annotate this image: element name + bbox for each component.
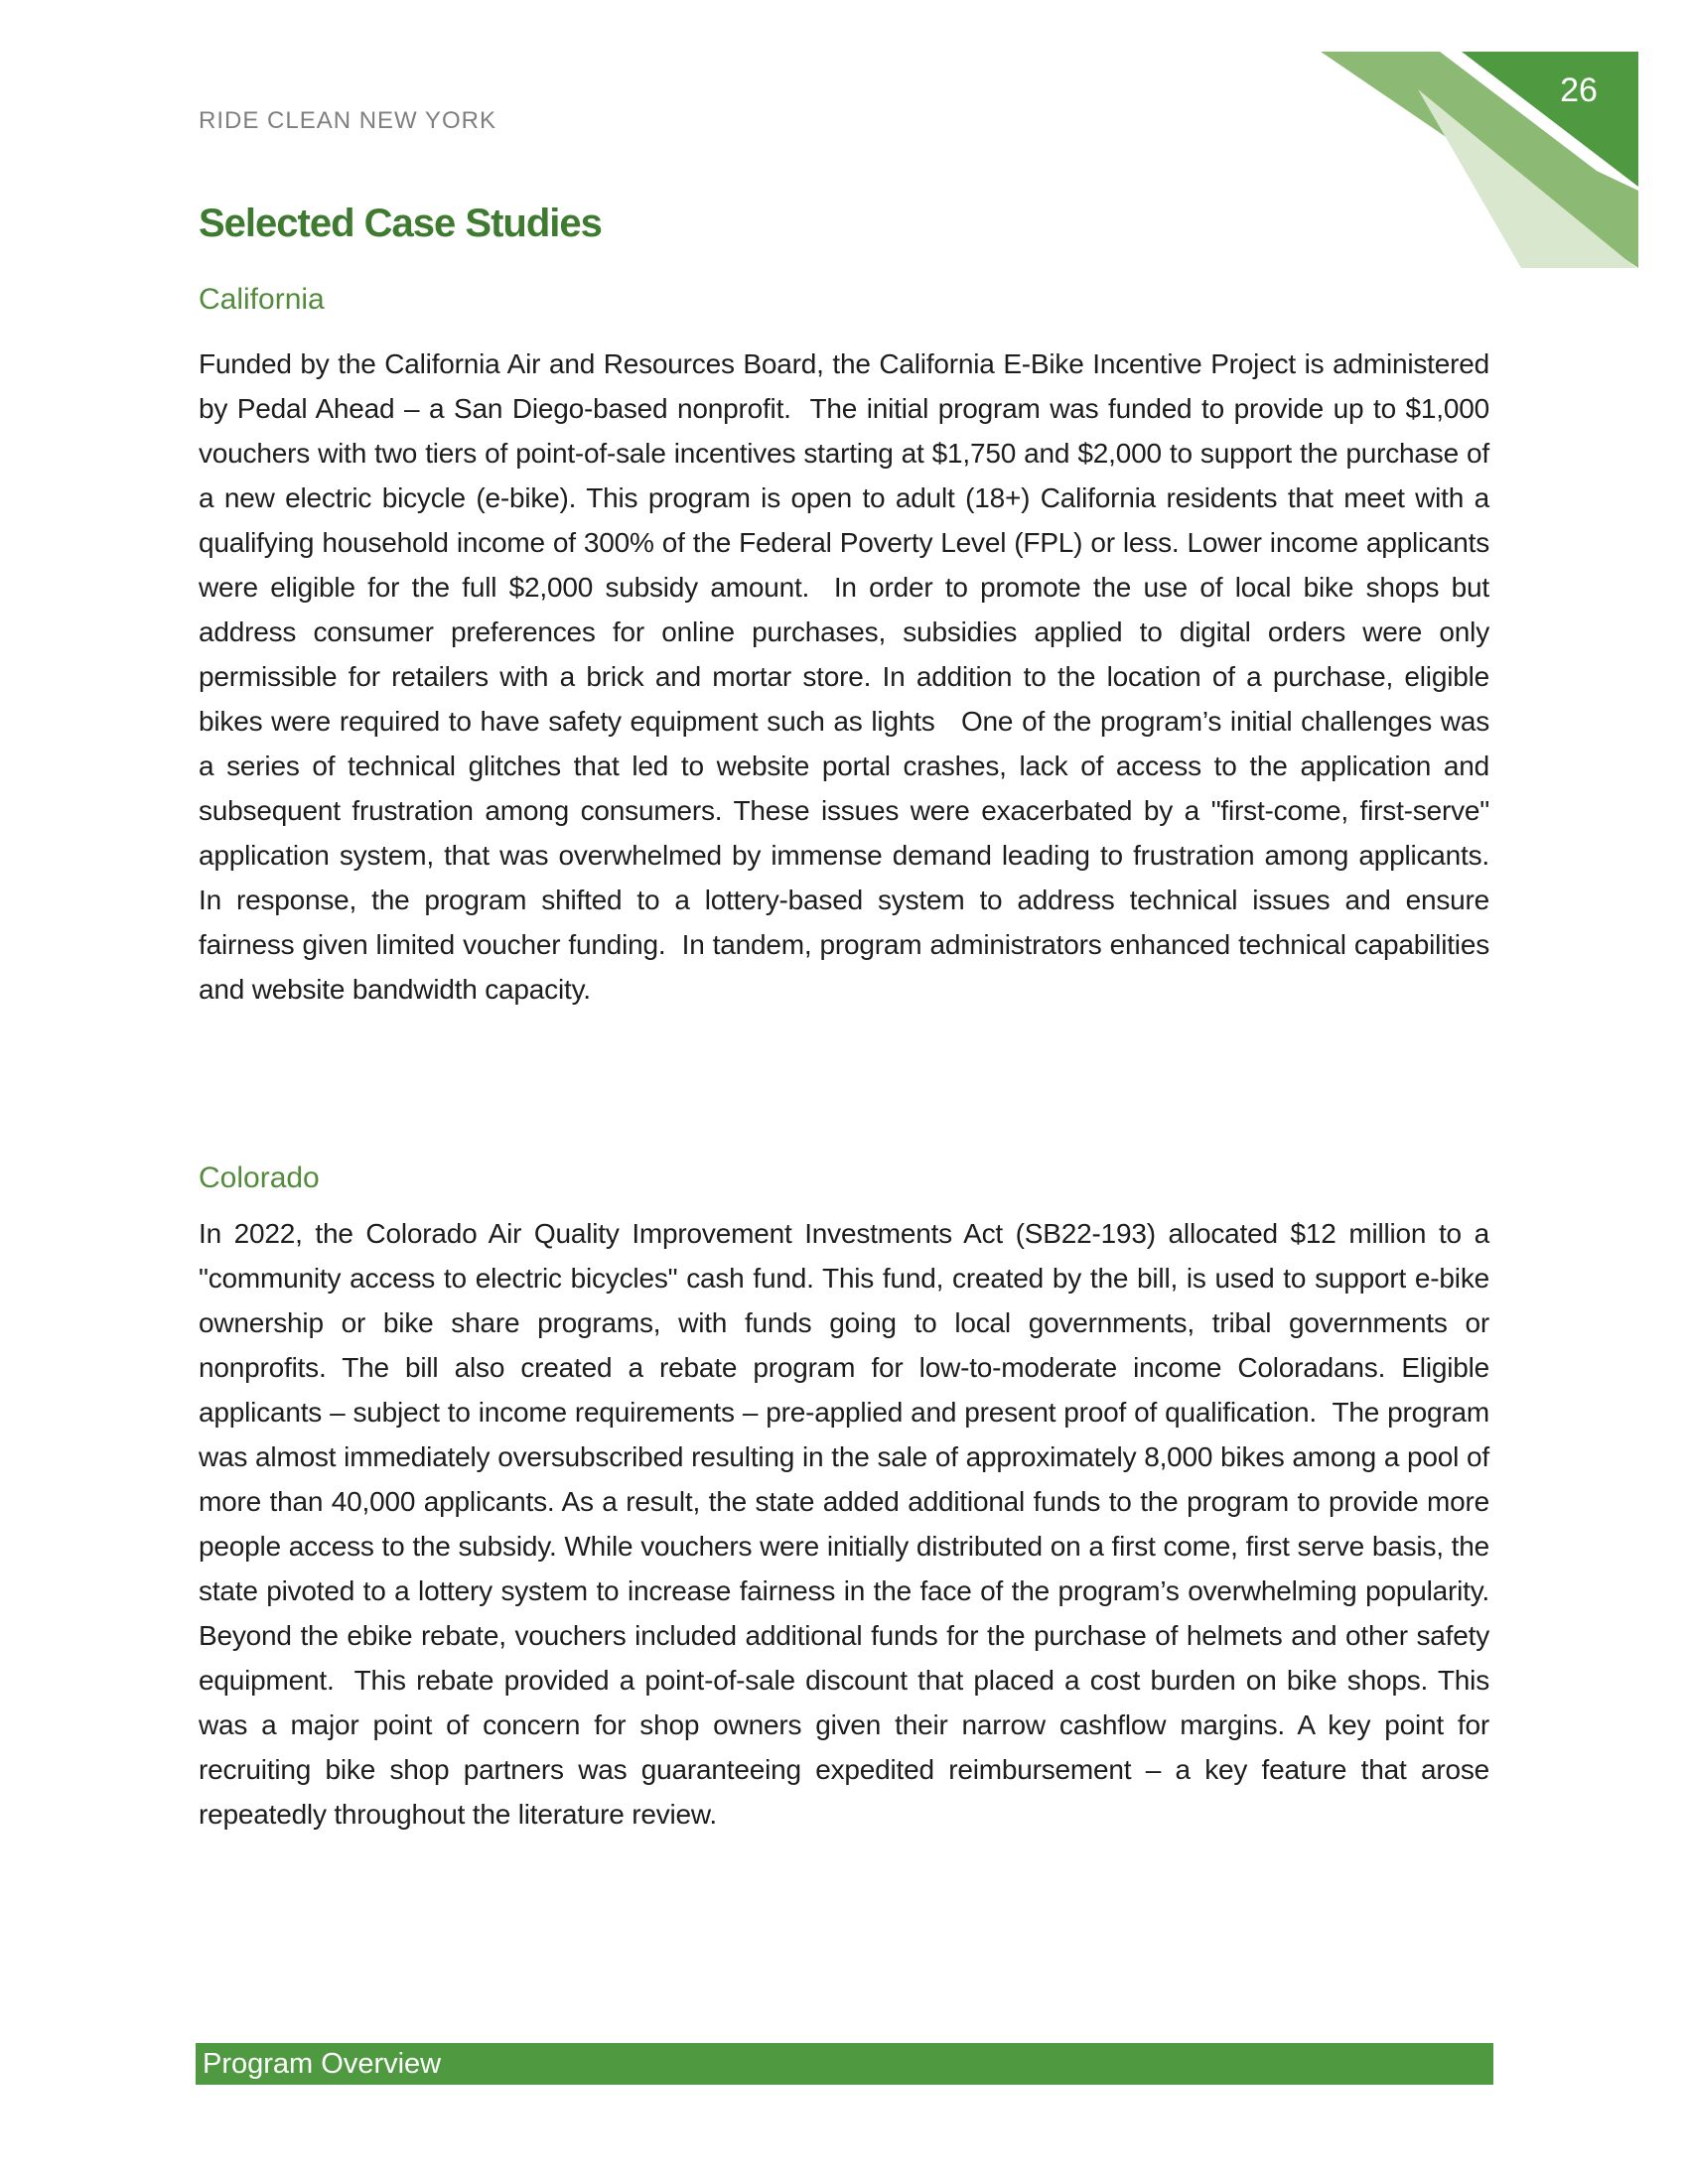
page-title: Selected Case Studies (199, 202, 602, 245)
footer-bar (196, 2043, 1493, 2085)
footer-label: Program Overview (203, 2047, 442, 2080)
section-body-colorado: In 2022, the Colorado Air Quality Improvement Investments Act (SB22-193) allocated $12 million to a "community access to electric bicycles" cash fund. This fund, created by the bill, is used to support e-bike ownership or bike share programs, with funds going to local governments, tribal governments or nonprofits. The bill also created a rebate program for low-to-moderate income Coloradans. Eligible applicants – subject to income requirements – pre-applied and present proof of qualification. The program was almost immediately oversubscribed resulting in the sale of approximately 8,000 bikes among a pool of more than 40,000 applicants. As a result, the state added additional funds to the program to provide more people access to the subsidy. While vouchers were initially distributed on a first come, first serve basis, the state pivoted to a lottery system to increase fairness in the face of the program’s overwhelming popularity. Beyond the ebike rebate, vouchers included additional funds for the purchase of helmets and other safety equipment. This rebate provided a point-of-sale discount that placed a cost burden on bike shops. This was a major point of concern for shop owners given their narrow cashflow margins. A key point for recruiting bike shop partners was guaranteeing expedited reimbursement – a key feature that arose repeatedly throughout the literature review. (199, 1218, 1505, 1830)
running-header: RIDE CLEAN NEW YORK (199, 107, 496, 134)
section-heading-california: California (199, 283, 325, 316)
page-number: 26 (1560, 71, 1598, 109)
section-heading-colorado: Colorado (199, 1161, 320, 1194)
section-body-california: Funded by the California Air and Resources Board, the California E-Bike Incentive Project is administered by Pedal Ahead – a San Diego-based nonprofit. The initial program was funded to provide up to $1,000 vouchers with two tiers of point-of-sale incentives starting at $1,750 and $2,000 to support the purchase of a new electric bicycle (e-bike). This program is open to adult (18+) California residents that meet with a qualifying household income of 300% of the Federal Poverty Level (FPL) or less. Lower income applicants were eligible for the full $2,000 subsidy amount. In order to promote the use of local bike shops but address consumer preferences for online purchases, subsidies applied to digital orders were only permissible for retailers with a brick and mortar store. In addition to the location of a purchase, eligible bikes were required to have safety equipment such as lights One of the program’s initial challenges was a series of technical glitches that led to website portal crashes, lack of access to the application and subsequent frustration among consumers. These issues were exacerbated by a "first-come, first-serve" application system, that was overwhelmed by immense demand leading to frustration among applicants. In response, the program shifted to a lottery-based system to address technical issues and ensure fairness given limited voucher funding. In tandem, program administrators enhanced technical capabilities and website bandwidth capacity. (199, 348, 1505, 1005)
